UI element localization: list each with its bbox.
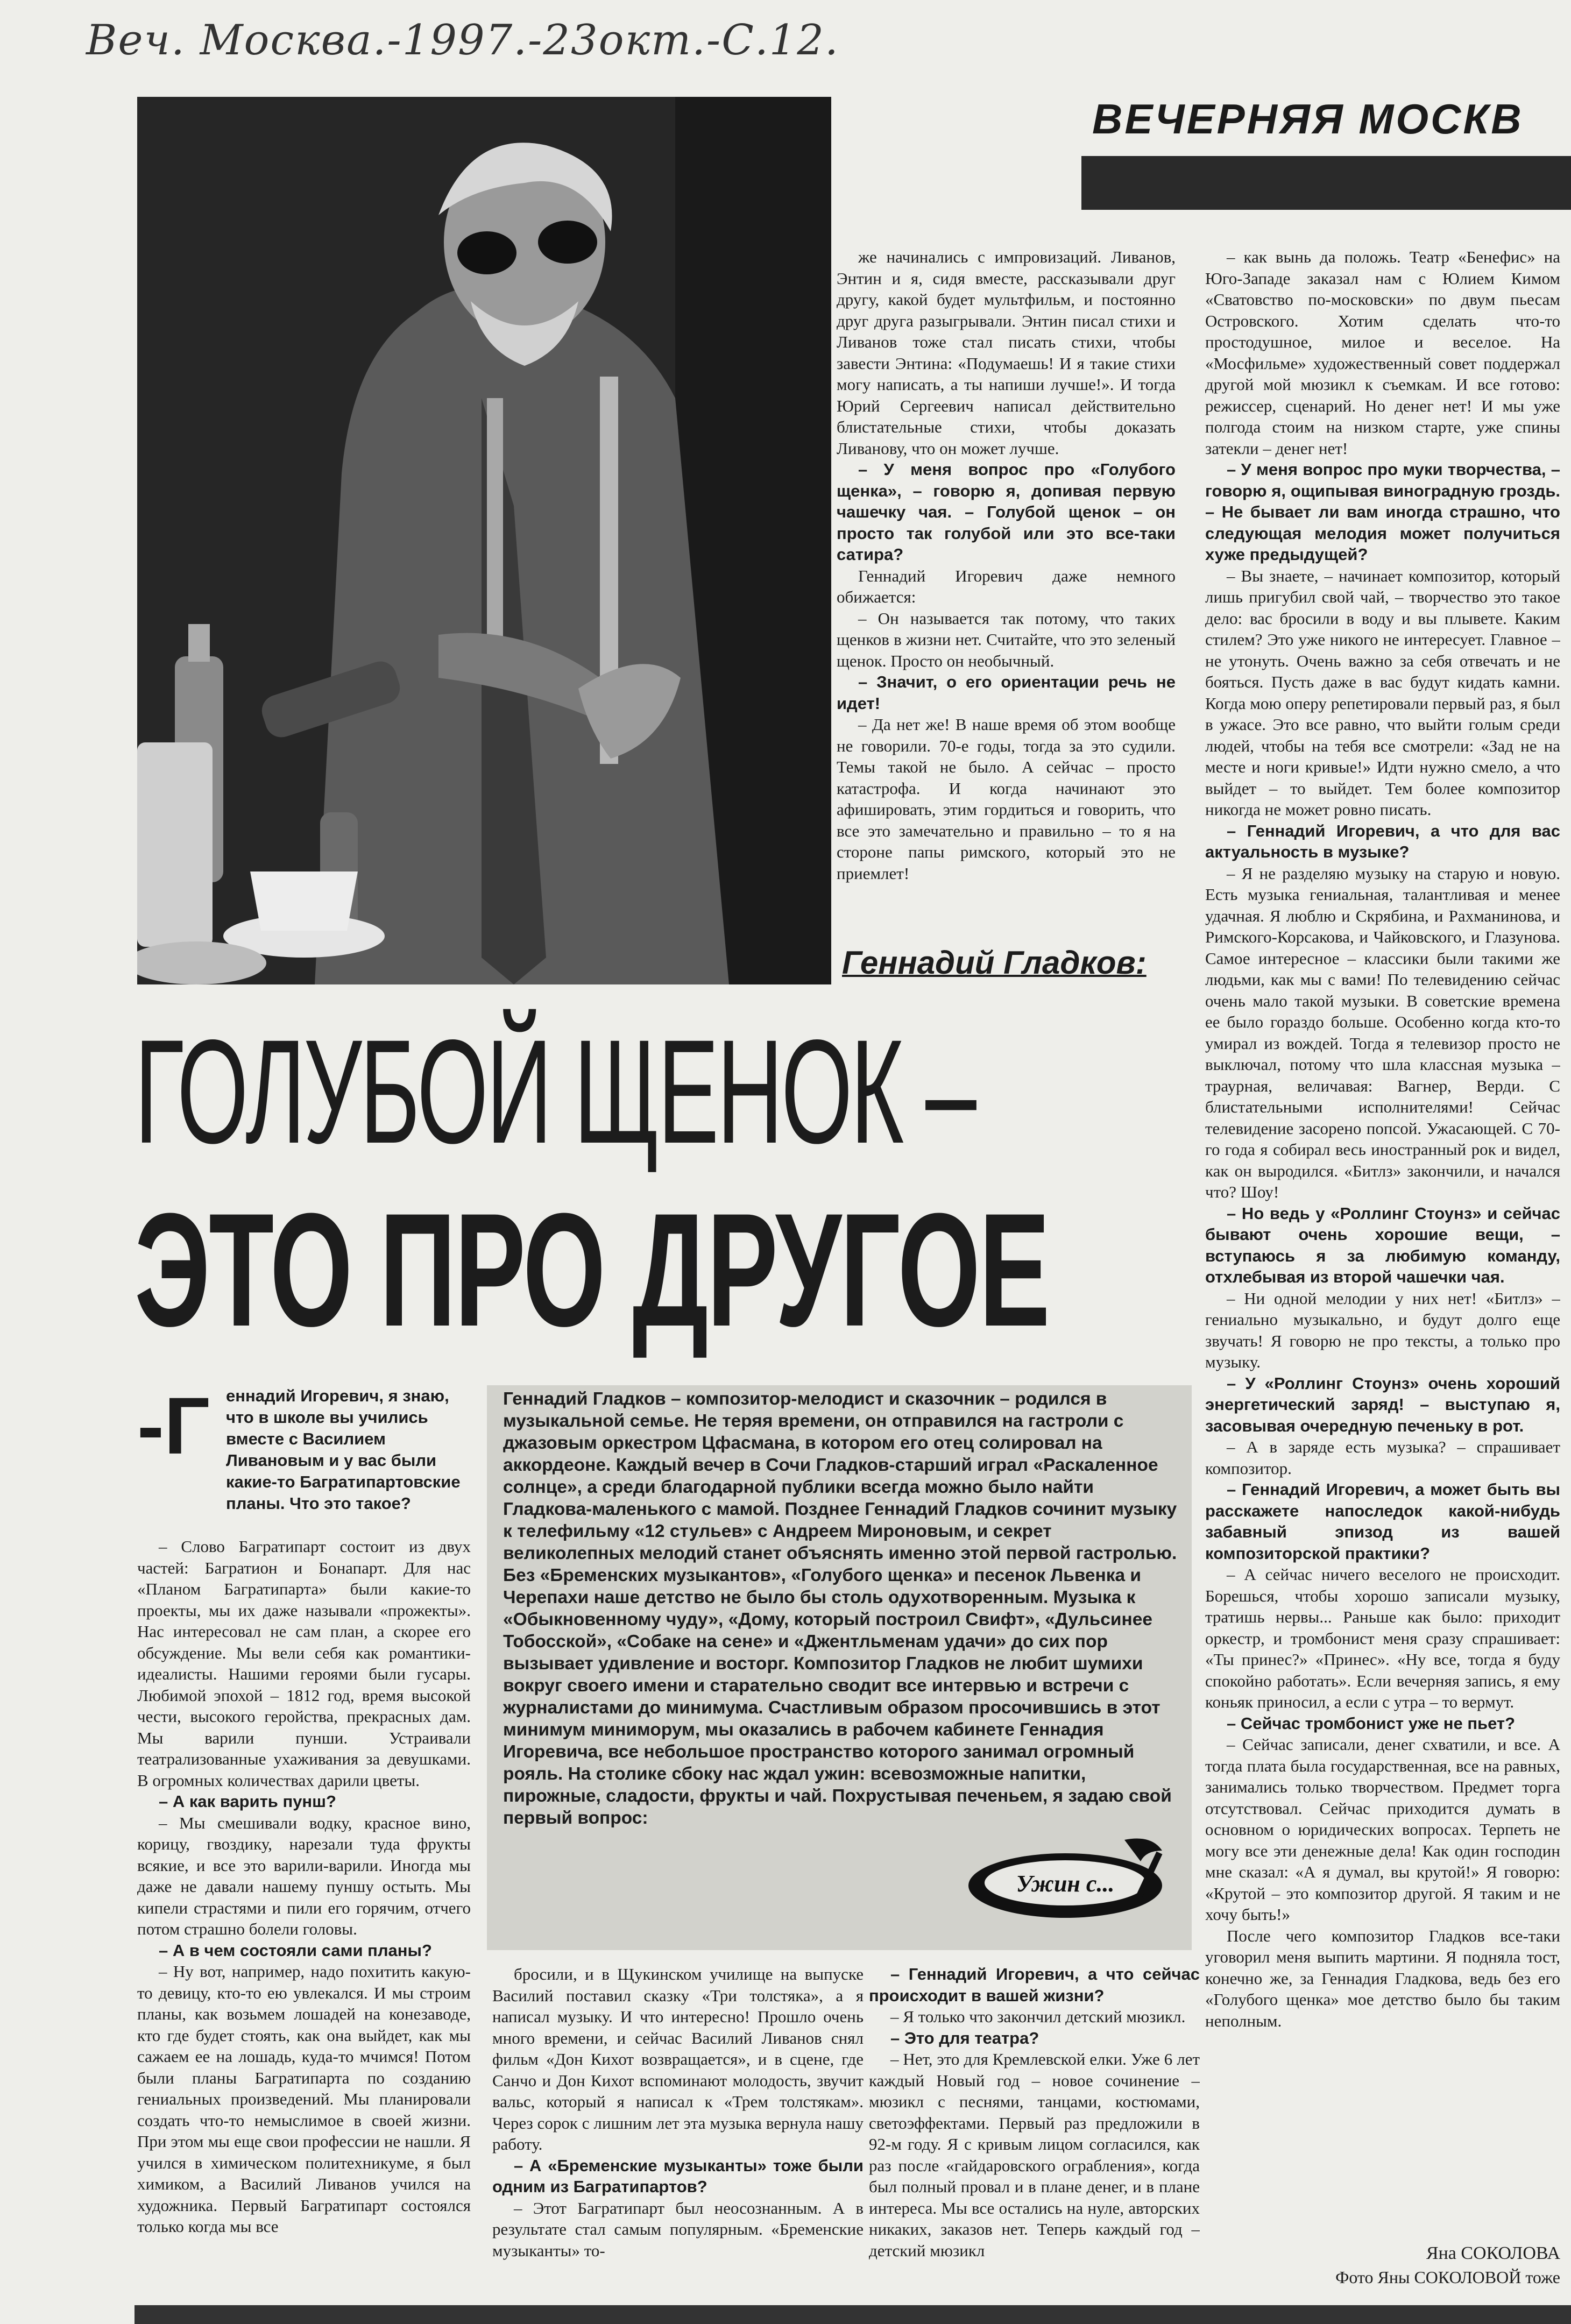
paragraph: бросили, и в Щукинском училище на выпуске Василий поставил сказку «Три толстяка», а я написал музыку. И что интересно! Прошло очень много времени, и сейчас Василий Ливанов снял фильм «Дон Кихот возвращается», и в сцене, где Санчо и Дон Кихот вспоминают молодость, звучит вальс, который я написал к «Трем толстякам». Через сорок с лишним лет эта музыка вернула нашу работу. xyxy=(492,1965,864,2153)
article-subtitle: Геннадий Гладков: xyxy=(842,945,1147,981)
paragraph: – А в заряде есть музыка? – спрашивает композитор. xyxy=(1205,1437,1560,1478)
paragraph: – Ни одной мелодии у них нет! «Битлз» – гениально музыкально, и будут долго еще звучать! Я говорю не про тексты, а только про музыку. xyxy=(1205,1288,1560,1371)
lead-question: еннадий Игоревич, я знаю, что в школе вы учились вместе с Василием Ливановым и у вас были какие-то Багратипартовские планы. Что это такое? xyxy=(226,1386,461,1513)
article-column-e xyxy=(869,1964,1200,2286)
paragraph: – Слово Багратипарт состоит из двух частей: Багратион и Бонапарт. Для нас «Планом Багратипарта» были какие-то проекты, мы их даже называли «прожекты». Нас интересовал не сам план, а скорее его обсуждение. Мы вели себя как романтики-идеалисты. Нашими героями были гусары. Любимой эпохой – 1812 год, время высокой чести, высокого геройства, прекрасных дам. Мы варили пунши. Устраивали театрализованные ухаживания за девушками. В огромных количествах дарили цветы. xyxy=(137,1537,471,1790)
author-signature: Яна СОКОЛОВА xyxy=(1426,2243,1560,2263)
paragraph: же начинались с импровизаций. Ливанов, Энтин и я, сидя вместе, рассказывали друг другу, какой будет мультфильм, и постоянно друг друга разыгрывали. Энтин писал стихи и Ливанов тоже стал писать стихи, чтобы завести Энтина: «Подумаешь! И я такие стихи могу написать, а ты напиши лучше!». И тогда Юрий Сергеевич написал действительно блистательные стихи, чтобы доказать Ливанову, что он может лучше. xyxy=(837,247,1176,458)
photo-credit: Фото Яны СОКОЛОВОЙ тоже xyxy=(1335,2268,1560,2287)
paragraph: – Этот Багратипарт был неосознанным. А в результате стал самым популярным. «Бременские музыканты» то- xyxy=(492,2198,864,2260)
paragraph: После чего композитор Гладков все-таки уговорил меня выпить мартини. Я подняла тост, конечно же, за Геннадия Гладкова, ведь без его «Голубого щенка» мое детство было бы таким неполным. xyxy=(1205,1926,1560,2030)
handwritten-archive-note: Веч. Москва.-1997.-23окт.-С.12. xyxy=(86,16,839,65)
article-column-d xyxy=(492,1964,864,2286)
paragraph: – как вынь да положь. Театр «Бенефис» на Юго-Западе заказал нам с Юлием Кимом «Сватовство по-московски» по двум пьесам Островского. Хотим сделать что-то простодушное, милое и веселое. На «Мосфильме» художественный совет поддержал другой мой мюзикл к съемкам. И все готово: режиссер, сценарий. Но денег нет! И мы уже полгода стоим на низком старте, уже спины затекли – денег нет! xyxy=(1205,247,1560,458)
question-paragraph: – Это для театра? xyxy=(890,2028,1039,2047)
drop-cap: -Г xyxy=(137,1380,210,1471)
paragraph: – Вы знаете, – начинает композитор, который лишь пригубил свой чай, – творчество это такое дело: вас бросили в воду и вы плывете. Каким стилем? Это уже никого не интересует. Главное – не утонуть. Очень важно за себя отвечать и не бояться. Пусть даже в вас будут кидать камни. Когда мою оперу репетировали первый раз, я был в ужасе. Это все равно, что выйти голым среди людей, чтобы на тебя все смотрели: «Зад не на месте и ноги кривые!» Идти нужно смело, а что выйдет – то выйдет. Тем более композитор никогда не может ровно писать. xyxy=(1205,566,1560,819)
portrait-photo-illustration xyxy=(137,97,831,984)
newspaper-masthead: ВЕЧЕРНЯЯ МОСКВ xyxy=(1092,95,1524,143)
paragraph: – Да нет же! В наше время об этом вообще не говорили. 70-е годы, тогда за это судили. Темы такой не было. А сейчас – просто катастрофа. И когда начинают это афишировать, этим гордиться и говорить, что все это замечательно и правильно – то я на стороне папы римского, который это не приемлет! xyxy=(837,715,1176,883)
question-paragraph: – У меня вопрос про «Голубого щенка», – говорю я, допивая первую чашечку чая. – Голубой щенок – он просто так голубой или это все-таки сатира? xyxy=(837,460,1176,564)
question-paragraph: – Геннадий Игоревич, а что для вас актуальность в музыке? xyxy=(1205,821,1560,861)
question-paragraph: – Значит, о его ориентации речь не идет! xyxy=(837,672,1176,713)
question-paragraph: – А как варить пунш? xyxy=(159,1792,336,1811)
question-paragraph: – У меня вопрос про муки творчества, – говорю я, ощипывая виноградную гроздь. – Не бывает ли вам иногда страшно, что следующая мелодия может получиться хуже предыдущей? xyxy=(1205,460,1560,564)
masthead-bar xyxy=(1081,156,1571,210)
article-column-a xyxy=(837,246,1176,946)
question-paragraph: – Но ведь у «Роллинг Стоунз» и сейчас бывают очень хорошие вещи, – вступаюсь я за любимую команду, отхлебывая из второй чашечки чая. xyxy=(1205,1203,1560,1286)
paragraph: – Ну вот, например, надо похитить какую-то девицу, кто-то ею увлекался. И мы строим планы, как возьмем лошадей на конезаводе, кто где будет стоять, как она выйдет, как мы сажаем ее на лошадь, куда-то мчимся! Потом были планы Багратипарта по созданию гениальных произведений. Мы планировали создать что-то немыслимое в своей жизни. При этом мы еще свои профессии не нашли. Я учился в химическом политехникуме, я был химиком, а Василий Ливанов учился на художника. Первый Багратипарт состоялся только когда мы все xyxy=(137,1962,471,2236)
paragraph: – Я только что закончил детский мюзикл. xyxy=(890,2007,1186,2026)
intro-box-text: Геннадий Гладков – композитор-мелодист и сказочник – родился в музыкальной семье. Не теряя времени, он отправился на гастроли с джазовым оркестром Цфасмана, в котором его отец солировал на аккордеоне. Каждый вечер в Сочи Гладков-старший играл «Раскаленное солнце», а среди благодарной публики всегда можно было найти Гладкова-маленького с мамой. Позднее Геннадий Гладков сочинит музыку к телефильму «12 стульев» с Андреем Мироновым, и секрет великолепных мелодий станет объяснять именно этой первой гастролью. Без «Бременских музыкантов», «Голубого щенка» и песенок Львенка и Черепахи наше детство не было бы столь одухотворенным. Музыка к «Обыкновенному чуду», «Дому, который построил Свифт», «Дульсинее Тобосской», «Собаке на сене» и «Джентльменам удачи» до сих пор вызывает удивление и восторг. Композитор Гладков не любит шумихи вокруг своего имени и старательно сводит все интервью и встречи с журналистами до минимума. Счастливым образом просочившись в этот минимум миниморум, мы оказались в рабочем кабинете Геннадия Игоревича, все небольшое пространство которого занимал огромный рояль. На столике сбоку нас ждал ужин: всевозможные напитки, пирожные, сладости, фрукты и чай. Похрустывая печеньем, я задаю свой первый вопрос: xyxy=(503,1389,1177,1828)
paragraph: – Я не разделяю музыку на старую и новую. Есть музыка гениальная, талантливая и менее удачная. Я люблю и Скрябина, и Рахманинова, и Римского-Корсакова, и Чайковского, и Глазунова. Самое интересное – классики были такими же людьми, как мы с вами! По телевидению сейчас очень мало такой музыки. В советские времена ее было гораздо больше. Особенно когда кто-то умирал из вождей. Тогда я телевизор просто не выключал, потому что шла классная музыка – траурная, величавая: Вагнер, Верди. С блистательными исполнителями! Сейчас телевидение засорено попсой. Ужасающей. С 70-го года я собирал весь иностранный рок и видел, как он выродился. «Битлз» закончили, и начался что? Шоу! xyxy=(1205,863,1560,1201)
dinner-with-logo xyxy=(963,1829,1178,1926)
question-paragraph: – У «Роллинг Стоунз» очень хороший энергетический заряд! – выступаю я, засовывая очередную печеньку в рот. xyxy=(1205,1373,1560,1435)
question-paragraph: – Геннадий Игоревич, а что сейчас происходит в вашей жизни? xyxy=(869,1965,1200,2005)
question-paragraph: – А в чем состояли сами планы? xyxy=(159,1940,432,1960)
headline-line-1: ГОЛУБОЙ ЩЕНОК – xyxy=(135,1009,975,1174)
question-paragraph: – Сейчас тромбонист уже не пьет? xyxy=(1227,1713,1516,1733)
question-paragraph: – А «Бременские музыканты» тоже были одним из Багратипартов? xyxy=(492,2156,864,2196)
plate-cutlery-icon xyxy=(963,1829,1178,1926)
bottom-page-bar xyxy=(135,2305,1571,2324)
paragraph: – Он называется так потому, что таких щенков в жизни нет. Считайте, что это зеленый щенок. Просто он необычный. xyxy=(837,608,1176,670)
paragraph: – Сейчас записали, денег схватили, и все. А тогда плата была государственная, все на равных, занимались только творчеством. Предмет торга отсутствовал. Сейчас приходится думать в основном о юридических вопросах. Терпеть не могу все эти денежные дела! Как один господин мне сказал: «А я думал, вы крутой!» Я говорю: «Крутой – это композитор другой. Я таким и не хочу быть!» xyxy=(1205,1735,1560,1924)
dinner-label: Ужин с... xyxy=(1016,1870,1115,1897)
paragraph: – А сейчас ничего веселого не происходит. Борешься, чтобы хорошо записали музыку, тратишь нервы... Раньше как было: приходит оркестр, и тромбонист меня сразу спрашивает: «Ты принес?» «Принес». «Ну все, тогда я буду спокойно работать». Если вечерняя запись, я ему коньяк приносил, а если с утра – то вермут. xyxy=(1205,1565,1560,1711)
question-paragraph: – Геннадий Игоревич, а может быть вы расскажете напоследок какой-нибудь забавный эпизод из вашей композиторской практики? xyxy=(1205,1480,1560,1563)
article-column-b xyxy=(1205,246,1560,2280)
paragraph: Геннадий Игоревич даже немного обижается: xyxy=(837,566,1176,606)
headline-line-2: ЭТО ПРО ДРУГОЕ xyxy=(135,1179,1049,1360)
paragraph: – Мы смешивали водку, красное вино, корицу, гвоздику, нарезали туда фрукты всякие, и все это варили-варили. Иногда мы даже не давали нашему пуншу остыть. Мы кипели страстями и пили его горячим, отчего потом страшно болели головы. xyxy=(137,1813,471,1938)
paragraph: – Нет, это для Кремлевской елки. Уже 6 лет каждый Новый год – новое сочинение – мюзикл с песнями, танцами, костюмами, светоэффектами. Первый раз предложили в 92-м году. Я с кривым лицом согласился, как раз после «гайдаровского ограбления», когда был полный провал и в плане денег, и в плане интереса. Мы все остались на нуле, авторских никаких, заказов нет. Теперь каждый год – детский мюзикл xyxy=(869,2050,1200,2260)
portrait-photo xyxy=(137,97,831,984)
article-column-c xyxy=(137,1536,471,2289)
